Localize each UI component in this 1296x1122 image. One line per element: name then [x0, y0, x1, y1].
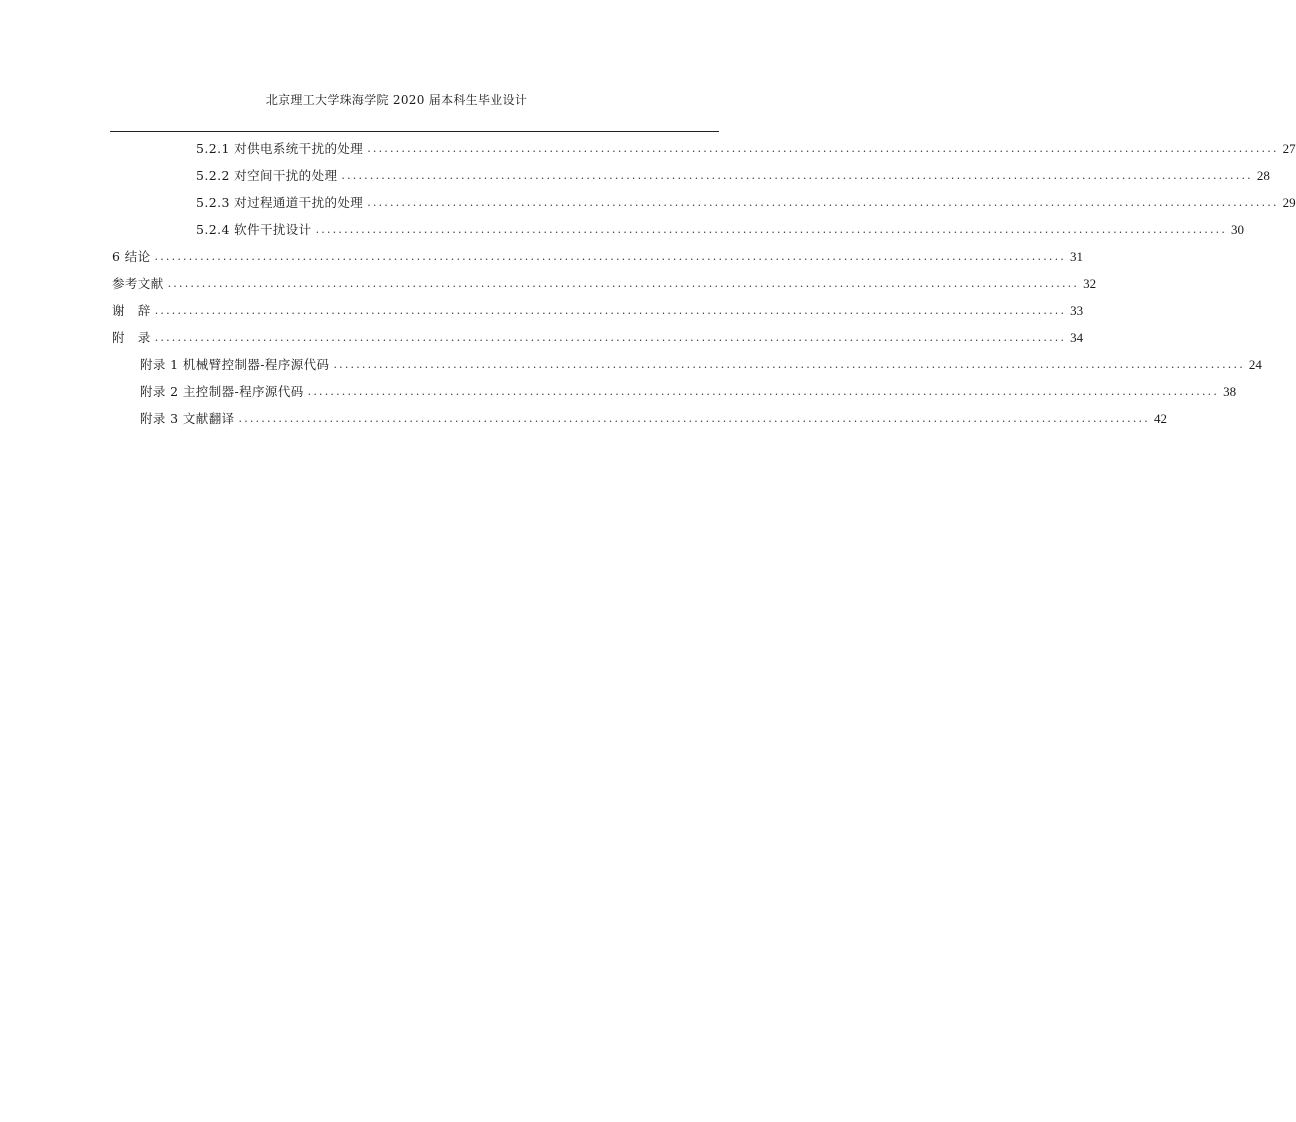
toc-entry-page: 28: [1256, 168, 1270, 183]
toc-entry-page: 42: [1153, 411, 1167, 426]
dot-leader: ................................................................................................................................................................: [333, 358, 1245, 371]
toc-entry[interactable]: [196, 165, 1270, 185]
toc-entry-page: 30: [1231, 222, 1245, 237]
toc-entry[interactable]: [196, 219, 1245, 239]
dot-leader: ................................................................................................................................................................: [154, 304, 1067, 317]
dot-leader: ................................................................................................................................................................: [167, 277, 1080, 290]
dot-leader: ................................................................................................................................................................: [154, 250, 1066, 263]
page-header: [0, 92, 793, 108]
toc-entry-title: 附 录: [112, 330, 151, 345]
header-divider: [110, 131, 719, 132]
toc-entry-page: 31: [1069, 249, 1083, 264]
toc-entry-title: 5.2.3 对过程通道干扰的处理: [196, 195, 364, 210]
toc-entry[interactable]: [140, 408, 1167, 428]
dot-leader: ................................................................................................................................................................: [367, 196, 1279, 209]
toc-entry-page: 34: [1070, 330, 1084, 345]
toc-entry[interactable]: [196, 138, 1296, 158]
toc-entry[interactable]: [112, 300, 1084, 320]
dot-leader: ................................................................................................................................................................: [315, 223, 1228, 236]
dot-leader: ................................................................................................................................................................: [238, 412, 1150, 425]
toc-entry[interactable]: [112, 273, 1097, 293]
toc-entry-title: 5.2.4 软件干扰设计: [196, 222, 312, 237]
toc-entry-title: 5.2.2 对空间干扰的处理: [196, 168, 338, 183]
toc-entry-title: 附录 3 文献翻译: [140, 411, 235, 426]
header-title: 北京理工大学珠海学院 2020 届本科生毕业设计: [265, 93, 528, 107]
dot-leader: ................................................................................................................................................................: [154, 331, 1067, 344]
toc-entry-title: 谢 辞: [112, 303, 151, 318]
toc-entry-title: 参考文献: [112, 276, 164, 291]
toc-entry-title: 附录 1 机械臂控制器-程序源代码: [140, 357, 330, 372]
toc-entry[interactable]: [112, 246, 1083, 266]
dot-leader: ................................................................................................................................................................: [307, 385, 1220, 398]
toc-entry[interactable]: [140, 354, 1262, 374]
dot-leader: ................................................................................................................................................................: [341, 169, 1253, 182]
toc-entry-page: 33: [1070, 303, 1084, 318]
toc-entry[interactable]: [140, 381, 1237, 401]
toc-entry-page: 38: [1223, 384, 1237, 399]
toc-entry[interactable]: [112, 327, 1084, 347]
toc-entry-page: 24: [1248, 357, 1262, 372]
toc-entry-page: 29: [1282, 195, 1296, 210]
toc-entry-title: 附录 2 主控制器-程序源代码: [140, 384, 304, 399]
toc-entry-title: 6 结论: [112, 249, 151, 264]
dot-leader: ................................................................................................................................................................: [367, 142, 1279, 155]
toc-entry-page: 32: [1083, 276, 1097, 291]
toc-entry[interactable]: [196, 192, 1296, 212]
toc-entry-title: 5.2.1 对供电系统干扰的处理: [196, 141, 364, 156]
toc-entry-page: 27: [1282, 141, 1296, 156]
